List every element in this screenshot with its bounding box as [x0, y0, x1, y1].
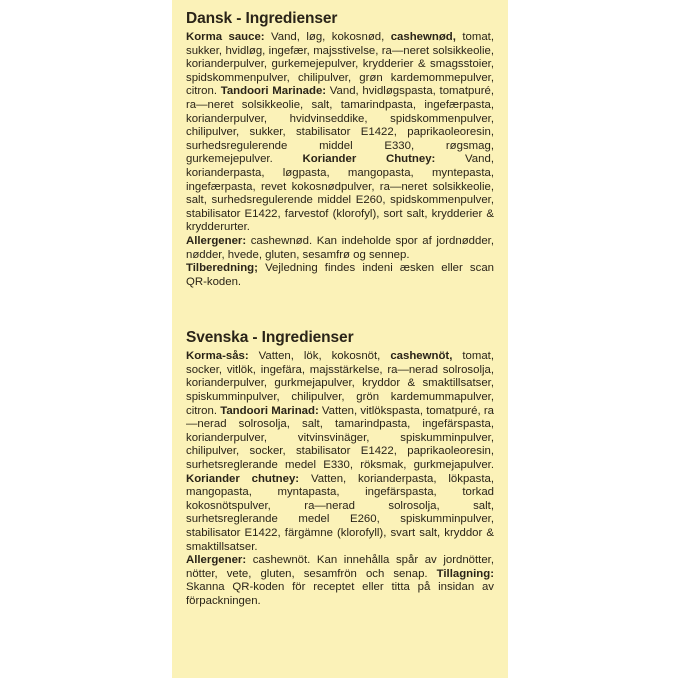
swedish-heading: Svenska - Ingredienser — [186, 329, 354, 347]
danish-chutney-text: Vand, korianderpasta, løgpasta, mangopasta, myntepasta, ingefærpasta, revet kokosnødpulver, ra—neret solsikkeolie, salt, surhedsregulerende middel E260, spidskommenpulver, stabilisator E1422, farvestof (klorofyl), sort salt, krydderier & krydderurter. — [186, 153, 494, 234]
swedish-korma-text-2: tomat, socker, vitlök, ingefära, majsstärkelse, ra—nerad solrosolja, korianderpulver, gurkmejapulver, kryddor & smaktillsatser, spiskumminpulver, chilipulver, grön kardemummapulver, citron. — [186, 350, 494, 417]
danish-preparation — [186, 262, 494, 289]
swedish-allergens-preparation — [186, 554, 494, 608]
danish-chutney-label: Koriander Chutney: — [302, 153, 436, 166]
swedish-tandoori-label: Tandoori Marinad: — [220, 404, 319, 417]
danish-korma-text-2: tomat, sukker, hvidløg, ingefær, majsstivelse, ra—neret solsikkeolie, korianderpulver, gurkemejepulver, krydderier & smagsstoier, spidskommenpulver, chilipulver, grøn kardemommepulver, citron. — [186, 31, 494, 98]
danish-prep-label: Tilberedning; — [186, 262, 258, 275]
danish-section — [186, 10, 494, 289]
swedish-korma-label: Korma-sås: — [186, 350, 249, 363]
swedish-cashew-allergen: cashewnöt, — [390, 350, 453, 363]
danish-prep-text: Vejledning findes indeni æsken eller scan QR-koden. — [186, 262, 494, 288]
swedish-tandoori-text: Vatten, vitlökspasta, tomatpuré, ra—nerad solrosolja, salt, tamarindpasta, ingefärspasta, korianderpulver, vitvinsvinäger, spiskumminpulver, chilipulver, socker, stabilisator E1422, paprikaoleoresin, surhetsreglerande medel E330, röksmak, gurkmejapulver. — [186, 404, 494, 472]
danish-allergen-text: cashewnød. Kan indeholde spor af jordnødder, nødder, hvede, gluten, sesamfrø og sennep. — [186, 234, 494, 261]
danish-korma-label: Korma sauce: — [186, 31, 265, 43]
swedish-allergen-label: Allergener: — [186, 554, 247, 567]
swedish-ingredients-text — [186, 350, 494, 554]
swedish-chutney-text: Vatten, korianderpasta, lökpasta, mangopasta, myntapasta, ingefärspasta, torkad kokosnötspulver, ra—nerad solrosolja, salt, surhetsreglerande medel E260, spiskumminpulver, stabilisator E1422, färgämne (klorofyll), svart salt, kryddor & smaktillsatser. — [186, 472, 494, 553]
swedish-prep-text: Skanna QR-koden för receptet eller titta på insidan av förpackningen. — [186, 581, 494, 607]
danish-tandoori-text: Vand, hvidløgspasta, tomatpuré, ra—neret solsikkeolie, salt, tamarindpasta, ingefærpasta, korianderpulver, hvidvinseddike, spidskommenpulver, chilipulver, sukker, stabilisator E1422, paprikaoleoresin, surhedsregulerende middel E330, røgsmag, gurkemejepulver. — [186, 85, 494, 166]
danish-cashew-allergen: cashewnød, — [390, 31, 456, 43]
swedish-chutney-label: Koriander chutney: — [186, 472, 300, 485]
danish-korma-text-1: Vand, løg, kokosnød, — [264, 31, 391, 43]
ingredients-label-panel — [172, 0, 508, 678]
danish-tandoori-label: Tandoori Marinade: — [220, 85, 327, 98]
swedish-section — [186, 329, 494, 608]
danish-ingredients-text — [186, 31, 494, 235]
danish-allergen-label: Allergener: — [186, 234, 247, 247]
danish-allergens — [186, 235, 494, 262]
swedish-prep-label: Tillagning: — [436, 567, 494, 580]
danish-heading: Dansk - Ingredienser — [186, 10, 338, 27]
swedish-korma-text-1: Vatten, lök, kokosnöt, — [248, 350, 391, 363]
swedish-allergen-text: cashewnöt. Kan innehålla spår av jordnötter, nötter, vete, gluten, sesamfrön och senap. — [186, 554, 494, 580]
